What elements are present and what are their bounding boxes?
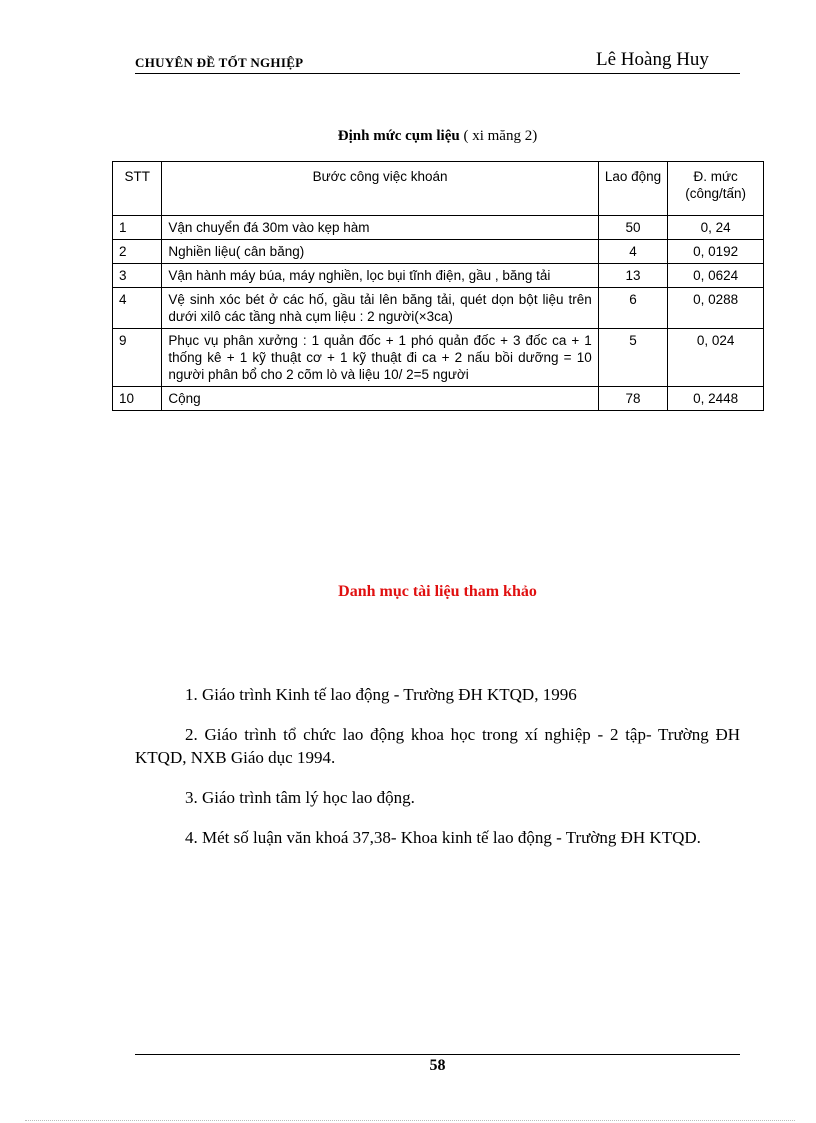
header-thesis-label: CHUYÊN ĐỀ TỐT NGHIỆP: [135, 55, 304, 70]
cell-stt: 3: [113, 264, 162, 288]
norms-table: [112, 161, 764, 411]
table-title-bold: Định mức cụm liệu: [337, 128, 460, 144]
header-step: Bước công việc khoán: [162, 162, 598, 216]
cell-stt: 10: [113, 387, 162, 411]
cell-norm: 0, 0624: [668, 264, 764, 288]
header-stt: STT: [113, 162, 162, 216]
reference-item: 2. Giáo trình tổ chức lao động khoa học trong xí nghiệp - 2 tập- Trường ĐH KTQD, NXB Giáo dục 1994.: [135, 725, 740, 767]
header-labor: Lao động: [598, 162, 668, 216]
table-title-rest: ( xi măng 2): [459, 128, 538, 144]
cell-labor: 6: [598, 288, 668, 329]
table-header-row: [113, 162, 764, 216]
cell-labor: 4: [598, 240, 668, 264]
table-row: [113, 264, 764, 288]
header-author-name: Lê Hoàng Huy: [596, 49, 709, 70]
cell-step: Vệ sinh xóc bét ở các hố, gầu tải lên băng tải, quét dọn bột liệu trên dưới xilô các tầng nhà cụm liệu : 2 người(×3ca): [162, 288, 598, 329]
cell-step: Phục vụ phân xưởng : 1 quản đốc + 1 phó quản đốc + 3 đốc ca + 1 thống kê + 1 kỹ thuật cơ + 1 kỹ thuật đi ca + 2 nấu bồi dưỡng = 10 người phân bổ cho 2 cõm lò và liệu 10/ 2=5 người: [162, 329, 598, 387]
footer-divider: [135, 1054, 740, 1055]
reference-item: 3. Giáo trình tâm lý học lao động.: [185, 788, 415, 807]
cell-labor: 50: [598, 216, 668, 240]
reference-item: 1. Giáo trình Kinh tế lao động - Trường ĐH KTQD, 1996: [185, 685, 577, 704]
cell-step: Cộng: [162, 387, 598, 411]
cell-step: Vận chuyển đá 30m vào kẹp hàm: [162, 216, 598, 240]
page-edge-divider: [25, 1120, 795, 1121]
cell-stt: 4: [113, 288, 162, 329]
cell-step: Vận hành máy búa, máy nghiền, lọc bụi tĩnh điện, gầu , băng tải: [162, 264, 598, 288]
table-row: [113, 216, 764, 240]
table-title: [112, 128, 763, 145]
table-row: [113, 240, 764, 264]
cell-norm: 0, 2448: [668, 387, 764, 411]
table-row: [113, 288, 764, 329]
table-row: [113, 329, 764, 387]
cell-norm: 0, 024: [668, 329, 764, 387]
cell-norm: 0, 0192: [668, 240, 764, 264]
header-norm: Đ. mức (công/tấn): [668, 162, 764, 216]
cell-norm: 0, 24: [668, 216, 764, 240]
page-number: 58: [429, 1057, 446, 1074]
table-row-total: [113, 387, 764, 411]
cell-norm: 0, 0288: [668, 288, 764, 329]
cell-stt: 1: [113, 216, 162, 240]
cell-labor: 13: [598, 264, 668, 288]
cell-step: Nghiền liệu( cân băng): [162, 240, 598, 264]
header-divider: [135, 73, 740, 74]
cell-stt: 2: [113, 240, 162, 264]
cell-labor: 5: [598, 329, 668, 387]
references-title: Danh mục tài liệu tham khảo: [338, 583, 537, 600]
cell-stt: 9: [113, 329, 162, 387]
references-list: [135, 683, 740, 866]
cell-labor: 78: [598, 387, 668, 411]
reference-item: 4. Mét số luận văn khoá 37,38- Khoa kinh tế lao động - Trường ĐH KTQD.: [185, 828, 701, 847]
